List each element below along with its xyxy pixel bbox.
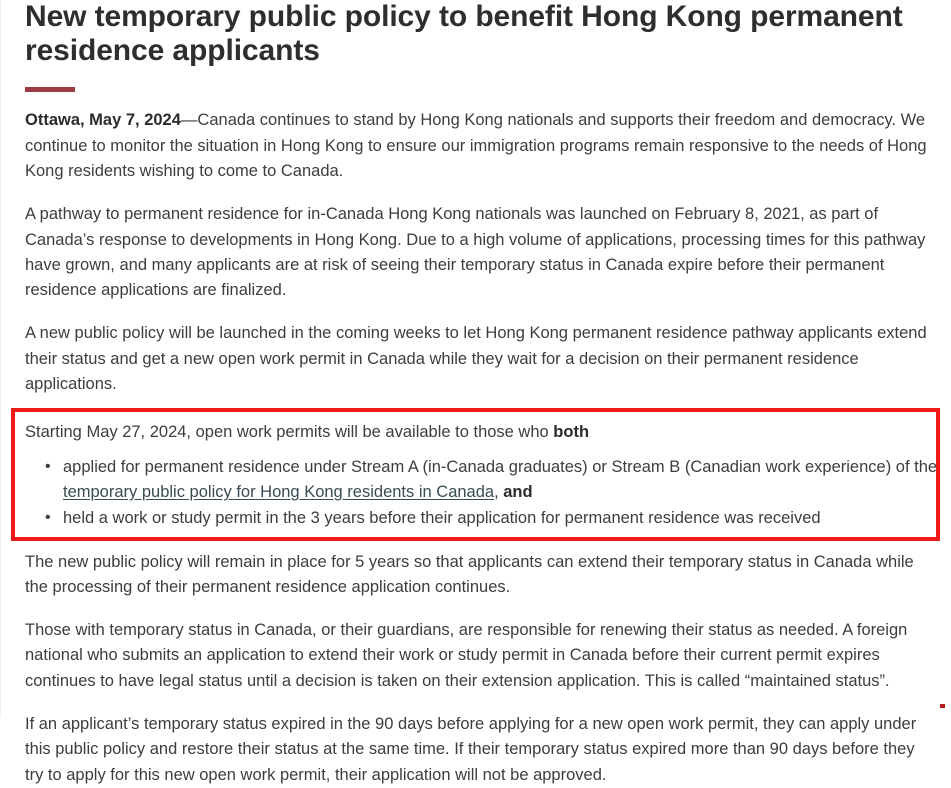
bullet-1-trailing-emphasis: and	[503, 482, 533, 501]
callout-spacer	[25, 533, 939, 550]
title-accent-bar	[25, 87, 75, 92]
paragraph-4: The new public policy will remain in place for 5 years so that applicants can extend their temporary status in Canada while the processing of their permanent residence application continues.	[25, 552, 914, 596]
highlight-callout	[25, 415, 939, 531]
page-corner-mark	[940, 704, 945, 708]
dateline-dash: —	[180, 111, 198, 130]
callout-lead-in-text: Starting May 27, 2024, open work permits will be available to those who	[25, 423, 554, 442]
bullet-1-text-after-link: ,	[494, 482, 504, 501]
page-title: New temporary public policy to benefit Hong Kong permanent residence applicants	[25, 0, 903, 68]
list-item	[45, 506, 939, 531]
bullet-1-text-before-link: applied for permanent residence under Stream A (in-Canada graduates) or Stream B (Canadian work experience) of the	[63, 457, 938, 476]
callout-lead-in-emphasis: both	[553, 423, 590, 442]
paragraph-1-text: Canada continues to stand by Hong Kong nationals and supports their freedom and democracy. We continue to monitor the situation in Hong Kong to ensure our immigration programs remain responsive to the needs of Hong Kong residents wishing to come to Canada.	[25, 111, 927, 180]
paragraph-dateline	[25, 108, 935, 184]
eligibility-list	[25, 455, 939, 532]
dateline-label: Ottawa, May 7, 2024	[25, 111, 181, 130]
bullet-2-text: held a work or study permit in the 3 years before their application for permanent residence was received	[63, 509, 821, 528]
paragraph-5: Those with temporary status in Canada, or their guardians, are responsible for renewing their status as needed. A foreign national who submits an application to extend their work or study permit in Canada before their current permit expires continues to have legal status until a decision is taken on their extension application. This is called “maintained status”.	[25, 621, 908, 690]
callout-lead-in	[25, 420, 935, 445]
paragraph-3: A new public policy will be launched in the coming weeks to let Hong Kong permanent residence pathway applicants extend their status and get a new open work permit in Canada while they wait for a decision on their permanent residence applications.	[25, 324, 927, 394]
paragraph-6: If an applicant’s temporary status expired in the 90 days before applying for a new open work permit, they can apply under this public policy and restore their status at the same time. If their temporary status expired more than 90 days before they try to apply for this new open work permit, their application will not be approved.	[25, 715, 917, 784]
temporary-public-policy-link[interactable]: temporary public policy for Hong Kong residents in Canada	[63, 482, 495, 501]
callout-content	[25, 415, 939, 531]
paragraph-2: A pathway to permanent residence for in-Canada Hong Kong nationals was launched on February 8, 2021, as part of Canada’s response to developments in Hong Kong. Due to a high volume of applications, processing times for this pathway have grown, and many applicants are at risk of seeing their temporary status in Canada expire before their permanent residence applications are finalized.	[25, 205, 926, 300]
list-item	[45, 455, 939, 506]
